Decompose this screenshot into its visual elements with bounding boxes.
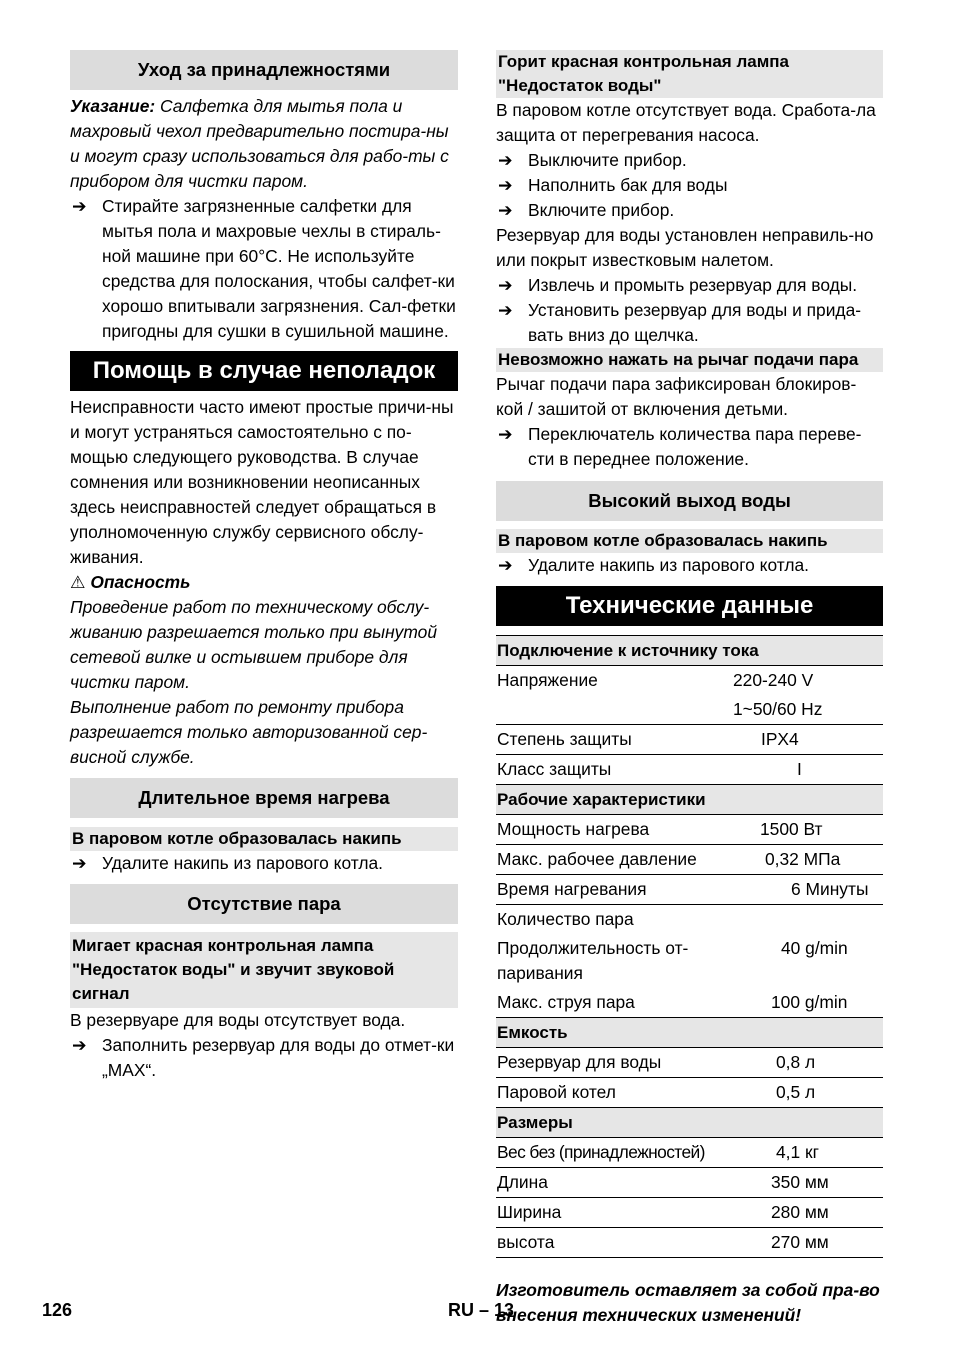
spec-table — [496, 635, 883, 1258]
spec-row-class: Класс защиты I — [497, 759, 802, 779]
page-label: RU – 13 — [448, 1300, 515, 1320]
lamp-bullet-1: ➔ Выключите прибор. — [496, 148, 883, 173]
tech-heading: Технические данные — [496, 586, 883, 626]
arrow-icon: ➔ — [72, 853, 87, 873]
heat-heading: Длительное время нагрева — [70, 778, 458, 818]
lamp-subheading: Горит красная контрольная лампа "Недостаток воды" — [496, 50, 883, 98]
nosteam-subheading: Мигает красная контрольная лампа "Недостаток воды" и звучит звуковой сигнал — [70, 932, 458, 1008]
lever-text: Рычаг подачи пара зафиксирован блокиров-кой / зашитой от включения детьми. — [496, 374, 857, 419]
care-heading: Уход за принадлежностями — [70, 50, 458, 90]
lamp-bullet-4: ➔ Извлечь и промыть резервуар для воды. — [496, 273, 883, 298]
spec-row-boiler: Паровой котел 0,5 л — [497, 1082, 816, 1102]
arrow-icon: ➔ — [498, 200, 513, 220]
page-number: 126 — [42, 1300, 73, 1320]
lamp-bullet-3: ➔ Включите прибор. — [496, 198, 883, 223]
danger-text-2: Выполнение работ по ремонту прибора разрешается только авторизованной сер-висной службе. — [70, 697, 428, 767]
care-bullet-text: Стирайте загрязненные салфетки для мытья пола и махровые чехлы в стираль-ной машине при 60°C. Не используйте средства для полоскания, чтобы салфет-ки хорошо впитывали загрязнения. Сал-фетки пригодны для сушки в сушильной машине. — [102, 196, 456, 341]
water-bullet: ➔ Удалите накипь из парового котла. — [496, 553, 883, 578]
trouble-intro: Неисправности часто имеют простые причи-ны и могут устраняться самостоятельно с по-мощью следующего руководства. В случае сомнения или возникновении неописанных здесь неисправностей следует обращаться в уполномоченную службу сервисного обслу-живания. — [70, 397, 454, 567]
care-bullet — [70, 194, 458, 344]
note-label: Указание: — [70, 96, 156, 116]
danger-label: Опасность — [90, 572, 191, 592]
spec-row-voltage: Напряжение 220-240 V 1~50/60 Hz — [496, 666, 883, 725]
arrow-icon: ➔ — [498, 275, 513, 295]
water-heading: Высокий выход воды — [496, 481, 883, 521]
spec-row-heat-power: Мощность нагрева 1500 Вт — [496, 815, 883, 845]
note-text: Салфетка для мытья пола и махровый чехол предварительно постира-ны и могут сразу использоваться для рабо-ты с прибором для чистки паром. — [70, 96, 449, 191]
lamp-text-2: Резервуар для воды установлен неправиль-но или покрыт известковым налетом. — [496, 225, 874, 270]
spec-row-tank: Резервуар для воды 0,8 л — [496, 1048, 883, 1078]
spec-row-length: Длина 350 мм — [496, 1168, 883, 1198]
disclaimer: Изготовитель оставляет за собой пра-во внесения технических изменений! — [496, 1280, 880, 1325]
arrow-icon: ➔ — [498, 555, 513, 575]
spec-row-heat-time: Время нагревания 6 Минуты — [496, 875, 883, 905]
heat-bullet — [70, 851, 458, 876]
lamp-text-1: В паровом котле отсутствует вода. Сработа-ла защита от перегревания насоса. — [496, 100, 876, 145]
arrow-icon: ➔ — [72, 1035, 87, 1055]
nosteam-text: В резервуаре для воды отсутствует вода. — [70, 1010, 406, 1030]
warning-icon: ⚠ — [70, 572, 86, 592]
note-paragraph — [70, 94, 458, 194]
spec-section-capacity: Емкость — [496, 1017, 883, 1048]
right-column — [496, 50, 883, 1328]
spec-row-steam-duration: Продолжительность от-паривания 40 g/min — [497, 938, 848, 983]
spec-row-height: высота 270 мм — [496, 1228, 883, 1258]
danger-title — [70, 570, 458, 595]
nosteam-heading: Отсутствие пара — [70, 884, 458, 924]
water-subheading: В паровом котле образовалась накипь — [496, 529, 883, 553]
arrow-icon: ➔ — [498, 424, 513, 444]
heat-bullet-text: Удалите накипь из парового котла. — [102, 853, 384, 873]
heat-subheading: В паровом котле образовалась накипь — [70, 827, 458, 851]
spec-row-steam-qty: Количество пара — [497, 909, 634, 929]
lever-subheading: Невозможно нажать на рычаг подачи пара — [496, 348, 883, 372]
spec-section-power: Подключение к источнику тока — [496, 635, 883, 666]
spec-row-ip: Степень защиты IPX4 — [496, 725, 883, 755]
spec-row-weight: Вес без (принадлежностей) 4,1 кг — [496, 1138, 883, 1168]
nosteam-bullet — [70, 1033, 458, 1083]
lever-bullet: ➔ Переключатель количества пара переве-сти в переднее положение. — [498, 424, 862, 469]
arrow-icon: ➔ — [498, 175, 513, 195]
left-column — [70, 50, 458, 1083]
nosteam-bullet-text: Заполнить резервуар для воды до отмет-ки „MAX“. — [102, 1035, 455, 1080]
trouble-heading: Помощь в случае неполадок — [70, 351, 458, 391]
arrow-icon: ➔ — [498, 300, 513, 320]
danger-text-1: Проведение работ по техническому обслу-живанию разрешается только при вынутой сетевой вилке и остывшем приборе для чистки паром. — [70, 597, 438, 692]
spec-section-dimensions: Размеры — [496, 1107, 883, 1138]
arrow-icon: ➔ — [72, 196, 87, 216]
spec-row-width: Ширина 280 мм — [496, 1198, 883, 1228]
arrow-icon: ➔ — [498, 150, 513, 170]
spec-section-performance: Рабочие характеристики — [496, 784, 883, 815]
spec-row-pressure: Макс. рабочее давление 0,32 МПа — [496, 845, 883, 875]
lamp-bullet-2: ➔ Наполнить бак для воды — [496, 173, 883, 198]
spec-row-steam-jet: Макс. струя пара 100 g/min — [497, 992, 848, 1012]
lamp-bullet-5: ➔ Установить резервуар для воды и прида-вать вниз до щелчка. — [498, 300, 862, 345]
